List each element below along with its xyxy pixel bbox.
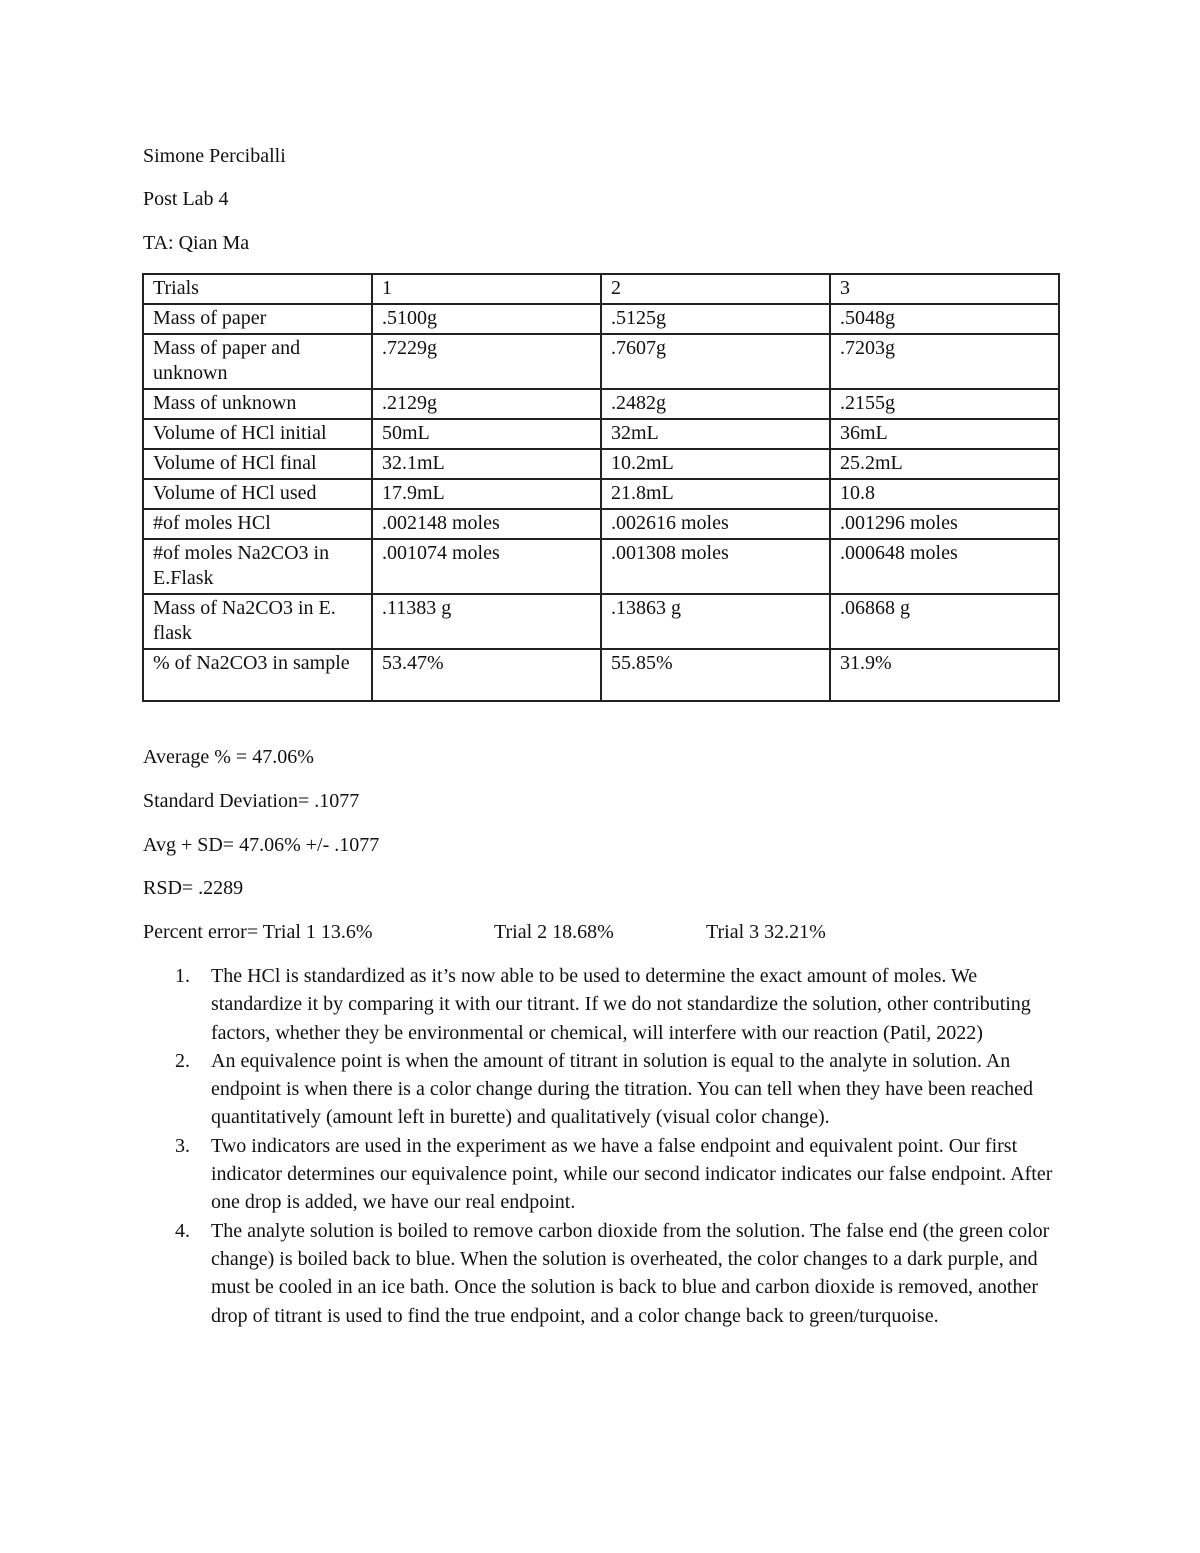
author-name: Simone Perciballi [143,145,286,167]
std-dev-line: Standard Deviation= .1077 [143,790,360,812]
table-cell: .7607g [601,334,830,389]
header-cell: 2 [601,274,830,304]
average-line: Average % = 47.06% [143,746,314,768]
table-cell: .001308 moles [601,539,830,594]
table-cell: .000648 moles [830,539,1059,594]
table-cell: 21.8mL [601,479,830,509]
lab-title: Post Lab 4 [143,188,229,210]
table-cell: 50mL [372,419,601,449]
table-cell: 32mL [601,419,830,449]
table-row [143,509,1059,539]
answers-list [143,962,1063,1330]
table-cell: .001296 moles [830,509,1059,539]
table-cell: .11383 g [372,594,601,649]
table-row [143,539,1059,594]
row-label: % of Na2CO3 in sample [143,649,372,701]
row-label: Mass of paper [143,304,372,334]
answer-text: The HCl is standardized as it’s now able to be used to determine the exact amount of moles. We standardize it by comparing it with our titrant. If we do not standardize the solution, other contributing factors, whether they be environmental or chemical, will interfere with our reaction (Patil, 2022) [211,965,1031,1044]
table-cell: 36mL [830,419,1059,449]
list-item [143,1047,1063,1132]
row-label: Volume of HCl final [143,449,372,479]
table-cell: .2155g [830,389,1059,419]
table-row [143,389,1059,419]
table-row [143,304,1059,334]
row-label: Mass of paper and unknown [143,334,372,389]
table-cell: .13863 g [601,594,830,649]
table-header-row [143,274,1059,304]
percent-error-trial1: Percent error= Trial 1 13.6% [143,921,373,943]
avg-sd-line: Avg + SD= 47.06% +/- .1077 [143,834,380,856]
list-item [143,1217,1063,1330]
rsd-line: RSD= .2289 [143,877,244,899]
percent-error-trial3: Trial 3 32.21% [706,921,826,943]
table-cell: .001074 moles [372,539,601,594]
table-row [143,479,1059,509]
percent-error-trial2: Trial 2 18.68% [494,921,614,943]
table-cell: 31.9% [830,649,1059,701]
table-cell: 10.2mL [601,449,830,479]
table-row [143,649,1059,701]
row-label: Mass of Na2CO3 in E. flask [143,594,372,649]
table-cell: .5048g [830,304,1059,334]
table-cell: 55.85% [601,649,830,701]
row-label: #of moles HCl [143,509,372,539]
table-cell: .002616 moles [601,509,830,539]
list-number: 1. [175,965,190,987]
row-label: Volume of HCl used [143,479,372,509]
ta-name: TA: Qian Ma [143,232,250,254]
table-row [143,419,1059,449]
answer-text: The analyte solution is boiled to remove carbon dioxide from the solution. The false end (the green color change) is boiled back to blue. When the solution is overheated, the color changes to a dark purple, and must be cooled in an ice bath. Once the solution is back to blue and carbon dioxide is removed, another drop of titrant is used to find the true endpoint, and a color change back to green/turquoise. [211,1219,1050,1327]
table-row [143,334,1059,389]
table-cell: 32.1mL [372,449,601,479]
row-label: Mass of unknown [143,389,372,419]
table-cell: .002148 moles [372,509,601,539]
answer-text: An equivalence point is when the amount of titrant in solution is equal to the analyte in solution. An endpoint is when there is a color change during the titration. You can tell when they have been reached quantitatively (amount left in burette) and qualitatively (visual color change). [211,1049,1033,1129]
table-cell: .2129g [372,389,601,419]
answer-text: Two indicators are used in the experiment as we have a false endpoint and equivalent point. Our first indicator determines our equivalence point, while our second indicator indicates our false endpoint. After one drop is added, we have our real endpoint. [211,1134,1053,1214]
header-cell: 1 [372,274,601,304]
table-cell: .06868 g [830,594,1059,649]
list-item [143,1132,1063,1217]
table-cell: 10.8 [830,479,1059,509]
table-cell: 17.9mL [372,479,601,509]
table-cell: 53.47% [372,649,601,701]
table-row [143,449,1059,479]
list-number: 4. [175,1219,190,1242]
table-cell: 25.2mL [830,449,1059,479]
table-cell: .7203g [830,334,1059,389]
list-number: 3. [175,1134,190,1157]
row-label: Volume of HCl initial [143,419,372,449]
table-cell: .7229g [372,334,601,389]
table-cell: .5100g [372,304,601,334]
header-cell: 3 [830,274,1059,304]
row-label: #of moles Na2CO3 in E.Flask [143,539,372,594]
results-table [142,273,1060,702]
table-row [143,594,1059,649]
table-cell: .2482g [601,389,830,419]
list-item [143,962,1063,1047]
table-cell: .5125g [601,304,830,334]
header-cell: Trials [143,274,372,304]
list-number: 2. [175,1049,190,1072]
